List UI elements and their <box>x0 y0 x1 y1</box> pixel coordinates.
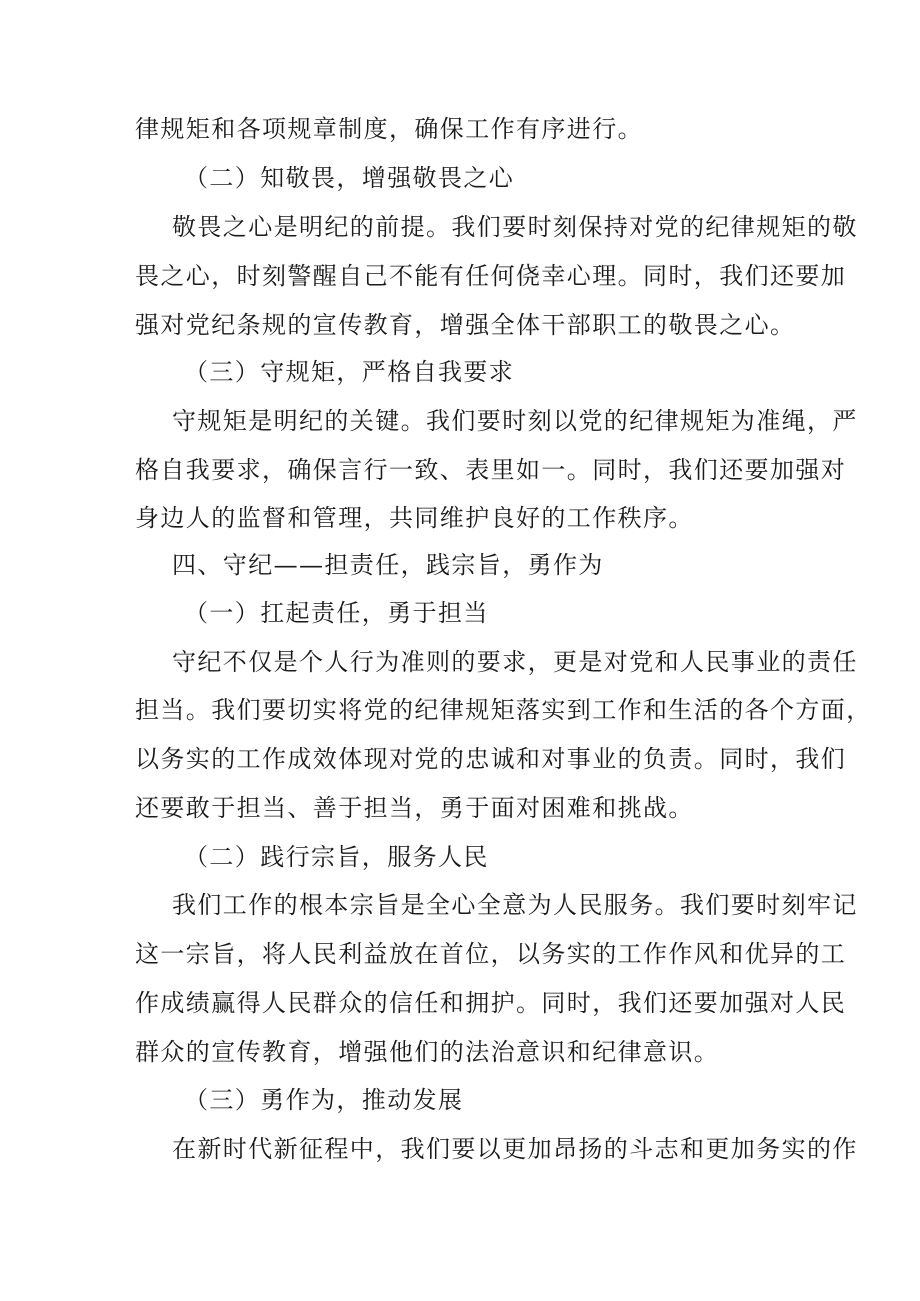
paragraph-line: 还要敢于担当、善于担当，勇于面对困难和挑战。 <box>135 794 694 822</box>
paragraph-line: 畏之心，时刻警醒自己不能有任何侥幸心理。同时，我们还要加 <box>135 262 847 290</box>
paragraph-line: 敬畏之心是明纪的前提。我们要时刻保持对党的纪律规矩的敬 <box>172 213 858 241</box>
paragraph-line: 强对党纪条规的宣传教育，增强全体干部职工的敬畏之心。 <box>135 311 796 339</box>
section-heading: （一）扛起责任，勇于担当 <box>184 599 489 627</box>
paragraph-line: 担当。我们要切实将党的纪律规矩落实到工作和生活的各个方面， <box>135 696 872 724</box>
section-heading: （二）践行宗旨，服务人民 <box>184 843 489 871</box>
section-heading: （二）知敬畏，增强敬畏之心 <box>184 164 515 192</box>
paragraph-line: 守纪不仅是个人行为准则的要求，更是对党和人民事业的责任 <box>172 648 858 676</box>
paragraph-line: 守规矩是明纪的关键。我们要时刻以党的纪律规矩为准绳，严 <box>172 407 858 435</box>
paragraph-line: 在新时代新征程中，我们要以更加昂扬的斗志和更加务实的作 <box>172 1135 858 1163</box>
paragraph-line: 我们工作的根本宗旨是全心全意为人民服务。我们要时刻牢记 <box>172 891 858 919</box>
paragraph-line: 律规矩和各项规章制度，确保工作有序进行。 <box>135 115 643 143</box>
section-heading: （三）勇作为，推动发展 <box>184 1086 464 1114</box>
paragraph-line: 格自我要求，确保言行一致、表里如一。同时，我们还要加强对 <box>135 456 847 484</box>
paragraph-line: 身边人的监督和管理，共同维护良好的工作秩序。 <box>135 504 694 532</box>
paragraph-line: 群众的宣传教育，增强他们的法治意识和纪律意识。 <box>135 1038 720 1066</box>
paragraph-line: 这一宗旨，将人民利益放在首位，以务实的工作作风和优异的工 <box>135 940 847 968</box>
section-heading: （三）守规矩，严格自我要求 <box>184 358 515 386</box>
chapter-heading: 四、守纪——担责任，践宗旨，勇作为 <box>172 551 604 579</box>
paragraph-line: 以务实的工作成效体现对党的忠诚和对事业的负责。同时，我们 <box>135 745 847 773</box>
paragraph-line: 作成绩赢得人民群众的信任和拥护。同时，我们还要加强对人民 <box>135 989 847 1017</box>
